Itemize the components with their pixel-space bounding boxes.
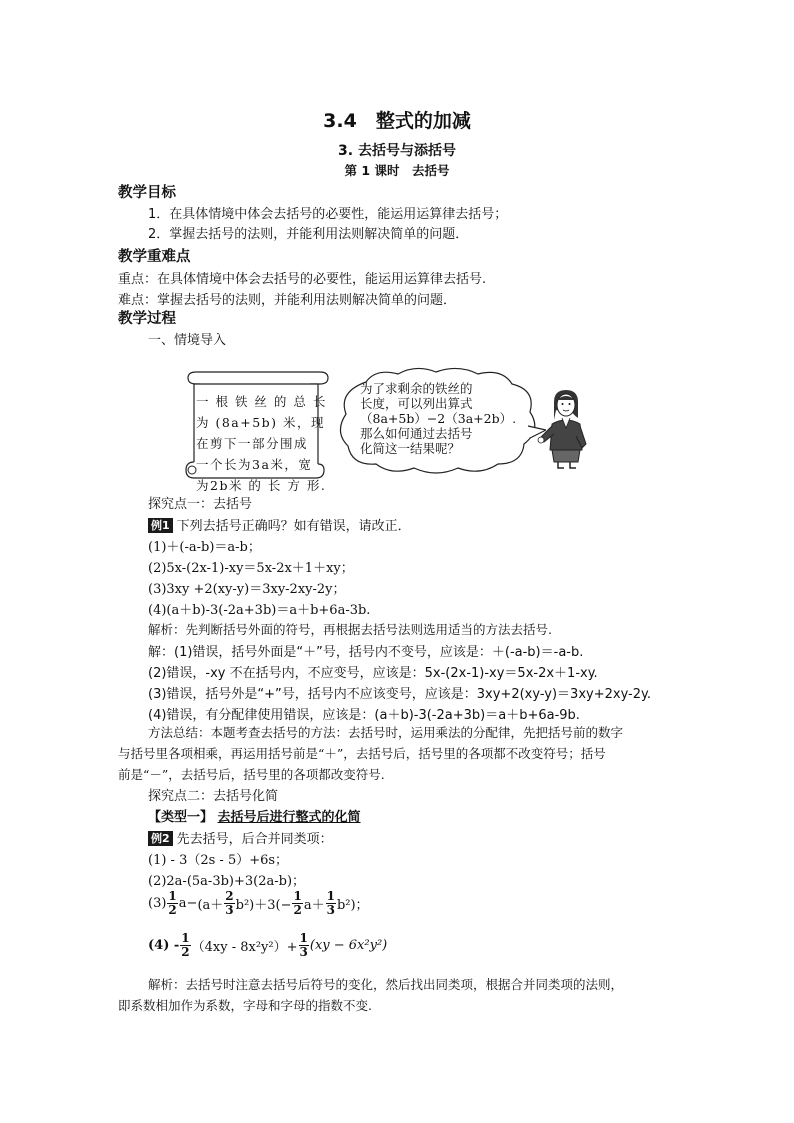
analysis-text: 解析：去括号时注意去括号后符号的变化，然后找出同类项，根据合并同类项的法则， <box>148 977 624 992</box>
fraction: $\frac{1}{3}$ <box>299 931 308 959</box>
solution-line: 解：(1)错误，括号外面是“＋”号，括号内不变号，应该是：＋(-a-b)＝-a-b. <box>148 645 584 660</box>
example-item-4 <box>148 932 387 959</box>
fraction: $\frac{1}{3}$ <box>326 889 335 917</box>
bubble-text <box>360 381 516 456</box>
explore-label: 探究点二：去括号化简 <box>148 789 279 804</box>
example-item: (3)3xy +2(xy-y)＝3xy-2xy-2y； <box>148 582 346 597</box>
example-item: (2)5x-(2x-1)-xy＝5x-2x＋1＋xy； <box>148 561 354 576</box>
difficulty-text: 难点：掌握去括号的法则，并能利用法则解决简单的问题． <box>118 293 457 308</box>
solution-line: (2)错误，-xy 不在括号内，不应变号，应该是：5x-(2x-1)-xy＝5x-2x＋1-xy. <box>148 666 598 681</box>
bubble-line: 那么如何通过去括号 <box>360 426 473 441</box>
solution-line: (4)错误，有分配律使用错误，应该是：(a＋b)-3(-2a+3b)＝a＋b+6a-9b. <box>148 708 580 723</box>
scroll-line: 在剪下一部分围成 <box>196 436 309 451</box>
example-text: 先去括号，后合并同类项： <box>176 832 333 847</box>
fraction: $\frac{1}{2}$ <box>181 931 190 959</box>
type-title: 去括号后进行整式的化简 <box>217 810 361 825</box>
key-points-heading: 教学重难点 <box>118 249 191 265</box>
teacher-figure-icon <box>536 388 592 470</box>
solution-line: (3)错误，括号外是“+”号，括号内不应该变号，应该是：3xy+2(xy-y)＝3xy+2xy-2y. <box>148 687 651 702</box>
explore-label: 探究点一：去括号 <box>148 497 253 512</box>
analysis-text: 即系数相加作为系数，字母和字母的指数不变. <box>118 998 372 1013</box>
goals-heading: 教学目标 <box>118 185 176 201</box>
type-label: 【类型一】 <box>148 810 214 825</box>
example-badge: 例1 <box>148 518 173 533</box>
example-item-3 <box>148 890 369 917</box>
scroll-text <box>196 391 327 496</box>
expr-part: b²)； <box>336 898 369 913</box>
example-item: (1) - 3（2s - 5）+6s； <box>148 853 289 868</box>
bubble-line: 长度，可以列出算式 <box>360 396 473 411</box>
example-badge: 例2 <box>148 831 173 846</box>
scroll-line: 为2b米 的 长 方 形. <box>196 478 327 493</box>
method-summary: 前是“－”，去括号后，括号里的各项都改变符号. <box>118 767 385 782</box>
scroll-line: 一 根 铁 丝 的 总 长 <box>196 394 327 409</box>
example-text: 下列去括号正确吗？如有错误，请改正． <box>176 519 411 534</box>
expr-part: (xy − 6x²y²) <box>309 938 388 953</box>
item-prefix: (3) <box>148 896 167 911</box>
type-heading <box>148 806 361 825</box>
scroll-line: 为 (8a+5b) 米，现 <box>196 415 326 430</box>
expr-part: (a＋ <box>197 898 224 913</box>
item-prefix: (4) - <box>148 938 180 953</box>
expr-part: b²)＋3(− <box>235 898 292 913</box>
fraction: $\frac{1}{2}$ <box>168 889 177 917</box>
expr-part: a− <box>178 896 198 911</box>
example-item: (1)＋(-a-b)＝a-b； <box>148 540 261 555</box>
subsection-title: 3. 去括号与添括号 <box>338 143 456 159</box>
expr-part: （4xy - 8x²y²）+ <box>191 940 298 955</box>
process-heading: 教学过程 <box>118 311 176 327</box>
bubble-line: 为了求剩余的铁丝的 <box>360 381 473 396</box>
scroll-line: 一个长为3a米，宽 <box>196 457 313 472</box>
section-title: 3.4 整式的加减 <box>323 110 471 132</box>
method-summary: 方法总结：本题考查去括号的方法：去括号时，运用乘法的分配律，先把括号前的数字 <box>148 725 624 740</box>
expr-part: a＋ <box>303 898 325 913</box>
example-item: (4)(a＋b)-3(-2a+3b)＝a＋b+6a-3b. <box>148 603 371 618</box>
example-2 <box>148 828 333 847</box>
section-label: 一、情境导入 <box>148 333 227 348</box>
goal-item: 2．掌握去括号的法则，并能利用法则解决简单的问题． <box>148 227 469 242</box>
goal-item: 1．在具体情境中体会去括号的必要性，能运用运算律去括号； <box>148 207 508 222</box>
fraction: $\frac{2}{3}$ <box>225 889 234 917</box>
analysis-text: 解析：先判断括号外面的符号，再根据去括号法则选用适当的方法去括号. <box>148 622 552 637</box>
method-summary: 与括号里各项相乘，再运用括号前是“＋”，去括号后，括号里的各项都不改变符号；括号 <box>118 746 606 761</box>
example-1 <box>148 515 411 534</box>
example-item: (2)2a-(5a-3b)+3(2a-b)； <box>148 874 306 889</box>
fraction: $\frac{1}{2}$ <box>293 889 302 917</box>
bubble-line: 化简这一结果呢？ <box>360 441 461 456</box>
bubble-line: （8a+5b）−2（3a+2b）. <box>360 411 517 426</box>
focus-text: 重点：在具体情境中体会去括号的必要性，能运用运算律去括号. <box>118 272 487 287</box>
lesson-title: 第 1 课时 去括号 <box>344 163 450 178</box>
